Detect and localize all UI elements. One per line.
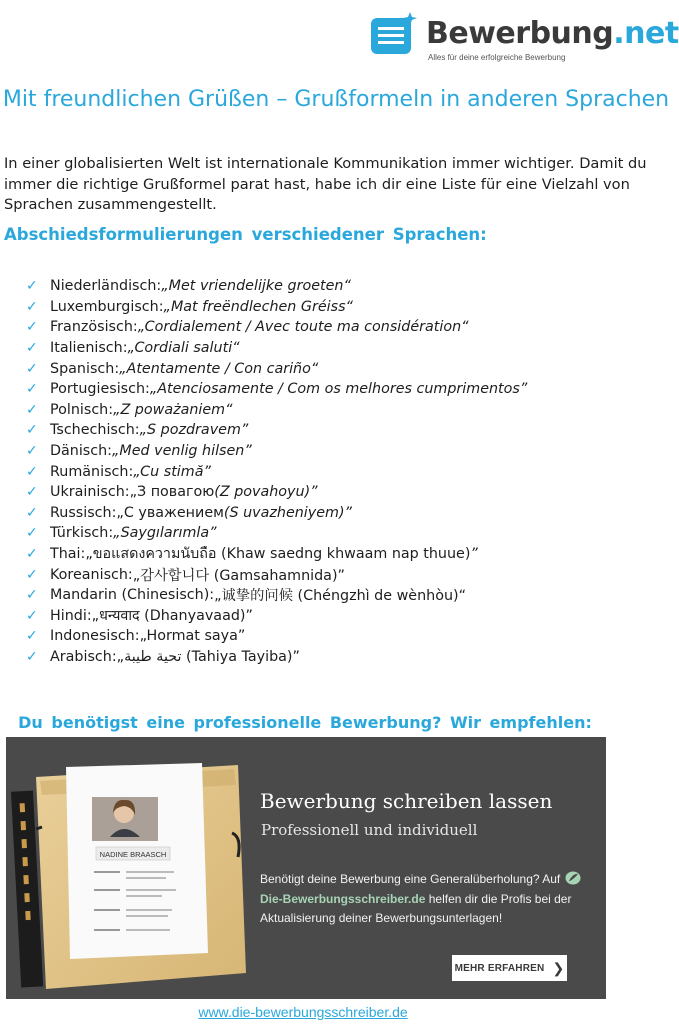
learn-more-button[interactable]: MEHR ERFAHREN ❯ — [452, 955, 567, 981]
checkmark-icon: ✓ — [26, 587, 38, 604]
list-item — [26, 379, 666, 400]
greeting-phrase: „Med venlig hilsen” — [112, 443, 252, 460]
list-item — [26, 585, 666, 606]
checkmark-icon: ✓ — [26, 443, 38, 460]
greeting-phrase: (S uvazheniyem)” — [223, 504, 352, 521]
greeting-phrase: „Saygılarımla” — [113, 525, 217, 542]
greeting-phrase: „Atenciosamente / Com os melhores cumprimentos” — [149, 381, 528, 398]
banner-title: Bewerbung schreiben lassen — [260, 789, 553, 813]
list-item — [26, 503, 666, 524]
native-phrase: „Hormat saya” — [139, 628, 246, 645]
greeting-phrase: „Mat freëndlechen Gréiss“ — [163, 298, 353, 315]
language-name: Dänisch: — [50, 443, 112, 460]
language-name: Niederländisch: — [50, 278, 162, 295]
checkmark-icon: ✓ — [26, 546, 38, 563]
greeting-phrase: „Atentamente / Con cariño“ — [119, 360, 319, 377]
language-name: Indonesisch: — [50, 628, 140, 645]
list-item — [26, 544, 666, 565]
footer-website-link[interactable]: www.die-bewerbungsschreiber.de — [198, 1004, 408, 1020]
language-name: Hindi: — [50, 607, 92, 624]
list-item — [26, 441, 666, 462]
feather-pen-icon — [565, 871, 581, 885]
language-name: Luxemburgisch: — [50, 298, 164, 315]
checkmark-icon: ✓ — [26, 340, 38, 357]
site-logo[interactable] — [370, 6, 679, 64]
language-name: Polnisch: — [50, 401, 114, 418]
logo-wordmark: Bewerbung.net — [426, 16, 679, 51]
native-phrase: „С уважением — [116, 504, 224, 521]
banner-subtitle: Professionell und individuell — [261, 821, 478, 839]
checkmark-icon: ✓ — [26, 504, 38, 521]
logo-tagline: Alles für deine erfolgreiche Bewerbung — [428, 53, 566, 62]
greeting-phrase: „S pozdravem” — [139, 422, 249, 439]
checkmark-icon: ✓ — [26, 648, 38, 665]
checkmark-icon: ✓ — [26, 525, 38, 542]
list-item — [26, 276, 666, 297]
language-name: Mandarin (Chinesisch): — [50, 587, 215, 604]
language-name: Italienisch: — [50, 340, 128, 357]
language-name: Koreanisch: — [50, 566, 133, 583]
native-phrase: „ขอแสดงความนับถือ (Khaw saedng khwaam nap thuue) — [85, 546, 471, 563]
checkmark-icon: ✓ — [26, 463, 38, 480]
recommendation-heading: Du benötigst eine professionelle Bewerbung? Wir empfehlen: — [18, 713, 592, 732]
page-title: Mit freundlichen Grüßen – Grußformeln in anderen Sprachen — [2, 87, 670, 112]
greeting-phrase: „Cordiali saluti“ — [127, 340, 240, 357]
checkmark-icon: ✓ — [26, 278, 38, 295]
greeting-phrase: „Z poważaniem“ — [113, 401, 233, 418]
checkmark-icon: ✓ — [26, 484, 38, 501]
native-phrase: „诚挚的问候 (Chéngzhì de wènhòu)“ — [214, 588, 466, 605]
list-item — [26, 317, 666, 338]
list-item — [26, 338, 666, 359]
list-item — [26, 564, 666, 585]
language-name: Portugiesisch: — [50, 381, 150, 398]
document-list-icon — [370, 12, 418, 56]
chevron-right-icon: ❯ — [552, 959, 565, 976]
checkmark-icon: ✓ — [26, 566, 38, 583]
checkmark-icon: ✓ — [26, 319, 38, 336]
language-name: Türkisch: — [50, 525, 114, 542]
list-item — [26, 626, 666, 647]
brand-link[interactable]: Die-Bewerbungsschreiber.de — [260, 891, 426, 906]
banner-description: Benötigt deine Bewerbung eine Generalüberholung? Auf Die-Bewerbungsschreiber.de helfen dir die Profis bei der Aktualisierung deiner Bewerbungsunterlagen! — [260, 870, 600, 929]
native-phrase: „З повагою — [129, 484, 215, 501]
language-name: Arabisch: — [50, 648, 117, 665]
promo-banner[interactable] — [6, 737, 606, 999]
native-phrase: „धन्यवाद (Dhanyavaad)” — [91, 608, 253, 625]
list-item — [26, 482, 666, 503]
language-name: Ukrainisch: — [50, 484, 130, 501]
list-item — [26, 606, 666, 627]
checkmark-icon: ✓ — [26, 360, 38, 377]
list-item — [26, 420, 666, 441]
language-list — [26, 276, 666, 667]
language-name: Tschechisch: — [50, 422, 140, 439]
checkmark-icon: ✓ — [26, 401, 38, 418]
language-name: Spanisch: — [50, 360, 120, 377]
list-item — [26, 358, 666, 379]
language-name: Französisch: — [50, 319, 138, 336]
greeting-phrase: (Z povahoyu)” — [214, 484, 318, 501]
greeting-phrase: „Met vriendelijke groeten“ — [161, 278, 351, 295]
native-phrase: „تحية طيبة (Tahiya Tayiba)” — [116, 648, 300, 665]
native-phrase: „감사합니다 (Gamsahamnida)” — [132, 567, 345, 584]
checkmark-icon: ✓ — [26, 298, 38, 315]
greeting-phrase: „Cu stimă” — [133, 463, 211, 480]
checkmark-icon: ✓ — [26, 607, 38, 624]
checkmark-icon: ✓ — [26, 381, 38, 398]
section-heading: Abschiedsformulierungen verschiedener Sprachen: — [4, 225, 487, 244]
list-item — [26, 297, 666, 318]
language-name: Russisch: — [50, 504, 117, 521]
resume-name: NADINE BRAASCH — [99, 850, 167, 859]
checkmark-icon: ✓ — [26, 628, 38, 645]
list-item — [26, 523, 666, 544]
greeting-phrase: ” — [470, 546, 478, 563]
intro-paragraph: In einer globalisierten Welt ist internationale Kommunikation immer wichtiger. Damit du immer die richtige Grußformel parat hast, habe ich dir eine Liste für eine Vielzahl von Sprachen zusammengestellt. — [4, 155, 647, 213]
list-item — [26, 461, 666, 482]
language-name: Rumänisch: — [50, 463, 134, 480]
checkmark-icon: ✓ — [26, 422, 38, 439]
language-name: Thai: — [50, 546, 86, 563]
greeting-phrase: „Cordialement / Avec toute ma considération“ — [137, 319, 469, 336]
list-item — [26, 647, 666, 668]
list-item — [26, 400, 666, 421]
application-folder-image — [6, 737, 256, 999]
